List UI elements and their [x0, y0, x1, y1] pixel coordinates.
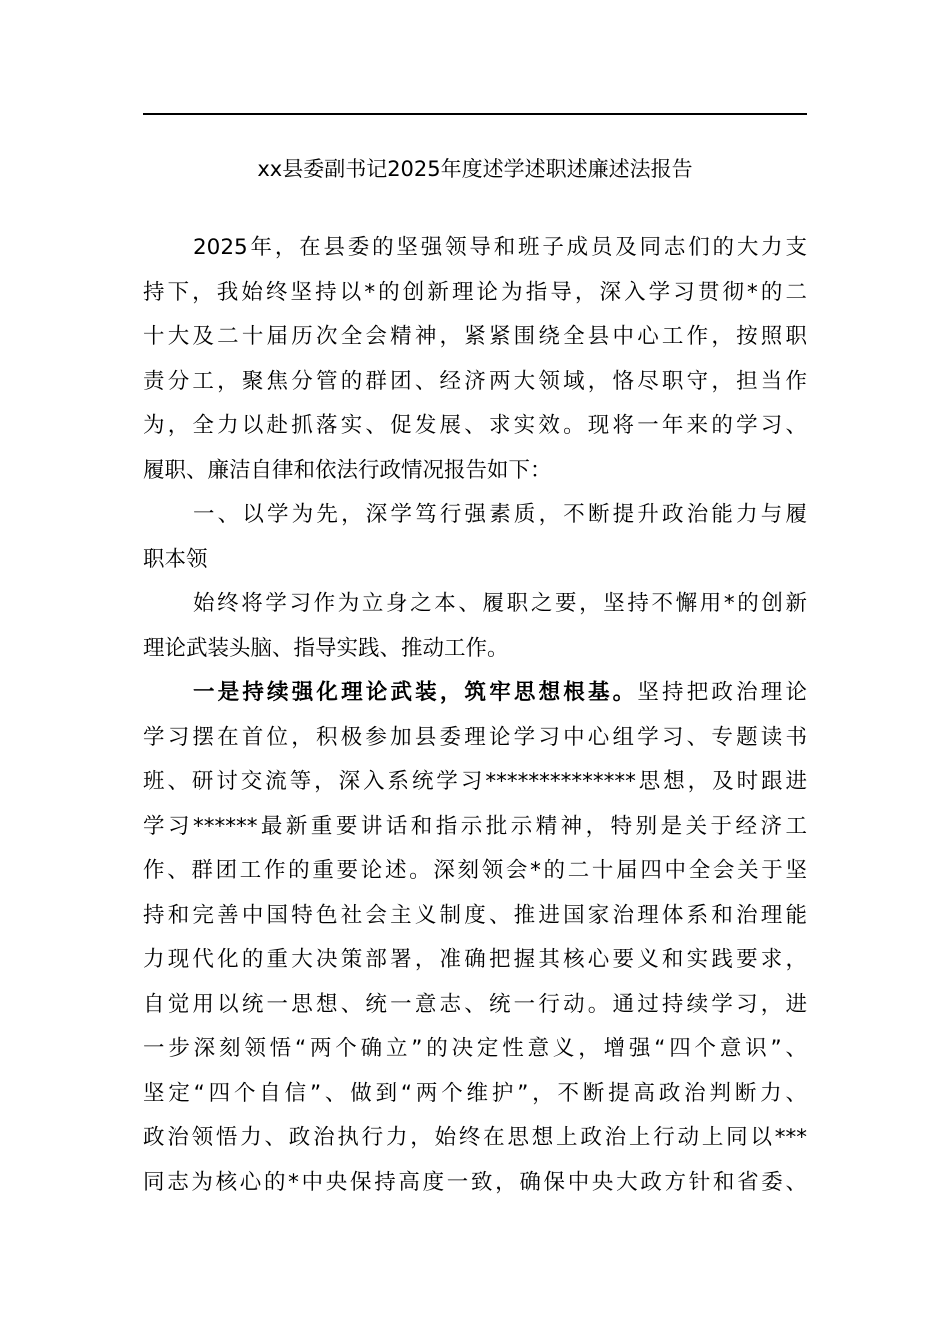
paragraph-line: 理论武装头脑、指导实践、推动工作。 — [143, 635, 509, 661]
paragraph-line: 力现代化的重大决策部署，准确把握其核心要义和实践要求， — [143, 947, 807, 972]
paragraph-line: 一步深刻领悟“两个确立”的决定性意义，增强“四个意识”、 — [143, 1036, 807, 1061]
paragraph-line: 政治领悟力、政治执行力，始终在思想上政治上行动上同以*** — [143, 1125, 807, 1150]
paragraph-text: 坚持把政治理论 — [637, 680, 807, 705]
paragraph-line — [143, 671, 807, 716]
paragraph-line: 作、群团工作的重要论述。深刻领会*的二十届四中全会关于坚 — [143, 858, 807, 883]
header-rule — [143, 113, 807, 115]
paragraph-line: 始终将学习作为立身之本、履职之要，坚持不懈用*的创新 — [193, 591, 807, 616]
paragraph-line: 2025年，在县委的坚强领导和班子成员及同志们的大力支 — [193, 235, 807, 260]
paragraph-line: 坚定“四个自信”、做到“两个维护”，不断提高政治判断力、 — [143, 1080, 807, 1106]
paragraph-line: 学习摆在首位，积极参加县委理论学习中心组学习、专题读书 — [143, 724, 807, 750]
paragraph-line: 持下，我始终坚持以*的创新理论为指导，深入学习贯彻*的二 — [143, 279, 807, 305]
paragraph-line: 班、研讨交流等，深入系统学习**************思想，及时跟进 — [143, 769, 807, 794]
document-title: xx县委副书记2025年度述学述职述廉述法报告 — [257, 157, 693, 181]
section-heading-line: 一、以学为先，深学笃行强素质，不断提升政治能力与履 — [193, 502, 807, 527]
paragraph-line: 为，全力以赴抓落实、促发展、求实效。现将一年来的学习、 — [143, 413, 807, 438]
paragraph-line: 十大及二十届历次全会精神，紧紧围绕全县中心工作，按照职 — [143, 324, 807, 349]
paragraph-line: 同志为核心的*中央保持高度一致，确保中央大政方针和省委、 — [143, 1169, 807, 1195]
subheading-bold: 一是持续强化理论武装，筑牢思想根基。 — [193, 680, 638, 705]
paragraph-line: 持和完善中国特色社会主义制度、推进国家治理体系和治理能 — [143, 902, 807, 928]
paragraph-line: 学习******最新重要讲话和指示批示精神，特别是关于经济工 — [143, 813, 807, 839]
section-heading-line: 职本领 — [143, 546, 208, 572]
paragraph-line: 自觉用以统一思想、统一意志、统一行动。通过持续学习，进 — [143, 991, 807, 1017]
document-body — [143, 226, 807, 1205]
paragraph-line: 责分工，聚焦分管的群团、经济两大领域，恪尽职守，担当作 — [143, 368, 807, 394]
paragraph-line: 履职、廉洁自律和依法行政情况报告如下： — [143, 457, 552, 483]
